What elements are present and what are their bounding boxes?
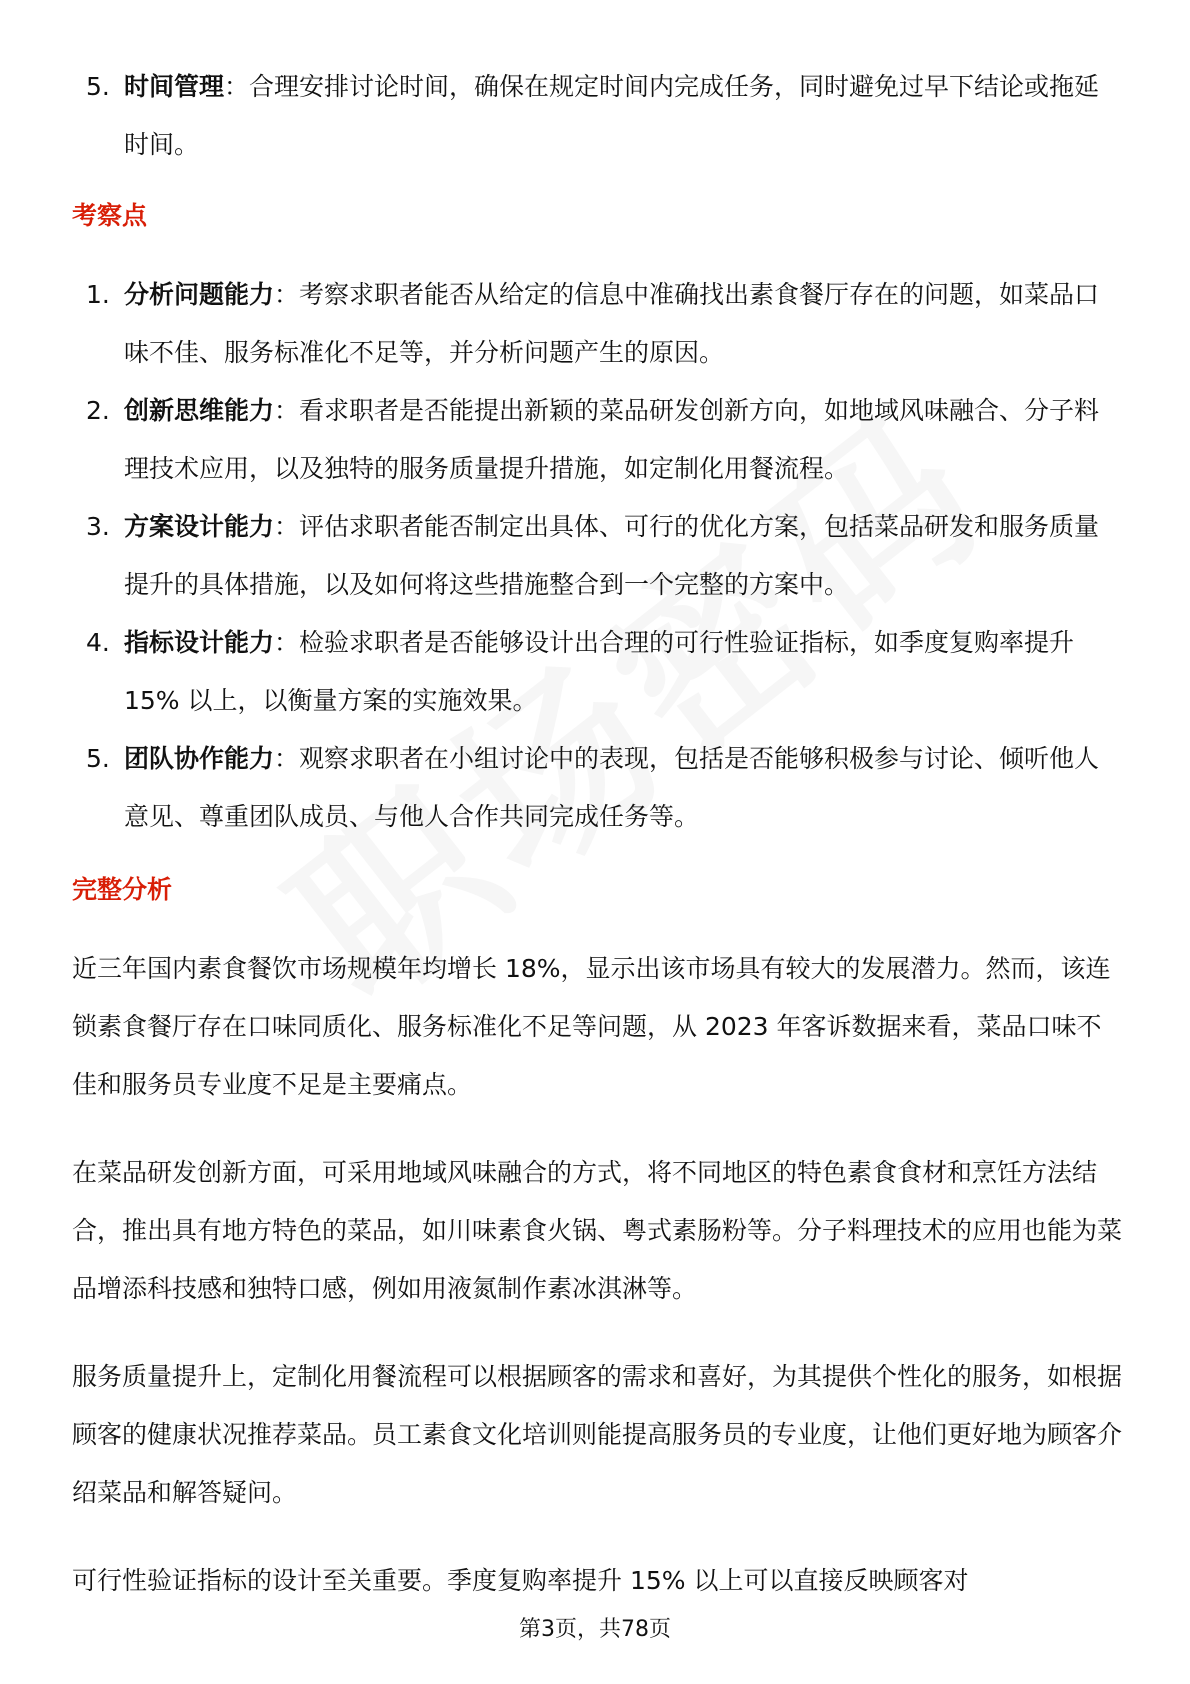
list-number: 5.: [86, 72, 110, 101]
list-text: 评估求职者能否制定出具体、可行的优化方案，包括菜品研发和服务质量提升的具体措施，以及如何将这些措施整合到一个完整的方案中。: [124, 512, 1100, 599]
list-number: 3.: [86, 512, 110, 541]
list-item: [72, 730, 1122, 846]
top-list: [72, 58, 1122, 174]
list-item: [72, 498, 1122, 614]
list-item: [72, 58, 1122, 174]
list-text: 观察求职者在小组讨论中的表现，包括是否能够积极参与讨论、倾听他人意见、尊重团队成员、与他人合作共同完成任务等。: [124, 744, 1100, 831]
list-term: 分析问题能力: [124, 280, 275, 309]
list-item: [72, 266, 1122, 382]
kaochadian-list: [72, 266, 1122, 846]
list-separator: ：: [274, 512, 300, 541]
analysis-paragraph: 可行性验证指标的设计至关重要。季度复购率提升 15% 以上可以直接反映顾客对: [72, 1566, 969, 1595]
list-number: 5.: [86, 744, 110, 773]
list-text: 看求职者是否能提出新颖的菜品研发创新方向，如地域风味融合、分子料理技术应用，以及独特的服务质量提升措施，如定制化用餐流程。: [124, 396, 1100, 483]
analysis-paragraph: 近三年国内素食餐饮市场规模年均增长 18%，显示出该市场具有较大的发展潜力。然而，该连锁素食餐厅存在口味同质化、服务标准化不足等问题，从 2023 年客诉数据来看，菜品口味不佳和服务员专业度不足是主要痛点。: [72, 954, 1111, 1099]
list-text: 考察求职者能否从给定的信息中准确找出素食餐厅存在的问题，如菜品口味不佳、服务标准化不足等，并分析问题产生的原因。: [124, 280, 1100, 367]
section-heading-analysis: 完整分析: [72, 875, 173, 904]
section-heading-kaochadian: 考察点: [72, 201, 148, 230]
list-term: 团队协作能力: [124, 744, 275, 773]
list-term: 时间管理: [124, 72, 225, 101]
list-separator: ：: [224, 72, 250, 101]
list-text: 检验求职者是否能够设计出合理的可行性验证指标，如季度复购率提升 15% 以上，以衡量方案的实施效果。: [124, 628, 1075, 715]
analysis-paragraph: 在菜品研发创新方面，可采用地域风味融合的方式，将不同地区的特色素食食材和烹饪方法结合，推出具有地方特色的菜品，如川味素食火锅、粤式素肠粉等。分子料理技术的应用也能为菜品增添科技感和独特口感，例如用液氮制作素冰淇淋等。: [72, 1158, 1123, 1303]
list-text: 合理安排讨论时间，确保在规定时间内完成任务，同时避免过早下结论或拖延时间。: [124, 72, 1100, 159]
list-separator: ：: [274, 744, 300, 773]
list-item: [72, 614, 1122, 730]
list-number: 4.: [86, 628, 110, 657]
page-footer: 第3页，共78页: [519, 1617, 671, 1642]
list-separator: ：: [274, 628, 300, 657]
page-content: [72, 58, 1122, 1640]
list-item: [72, 382, 1122, 498]
list-term: 方案设计能力: [124, 512, 275, 541]
list-separator: ：: [274, 280, 300, 309]
list-term: 创新思维能力: [124, 396, 275, 425]
analysis-paragraph: 服务质量提升上，定制化用餐流程可以根据顾客的需求和喜好，为其提供个性化的服务，如根据顾客的健康状况推荐菜品。员工素食文化培训则能提高服务员的专业度，让他们更好地为顾客介绍菜品和解答疑问。: [72, 1362, 1123, 1507]
list-number: 2.: [86, 396, 110, 425]
list-number: 1.: [86, 280, 110, 309]
list-separator: ：: [274, 396, 300, 425]
list-term: 指标设计能力: [124, 628, 275, 657]
